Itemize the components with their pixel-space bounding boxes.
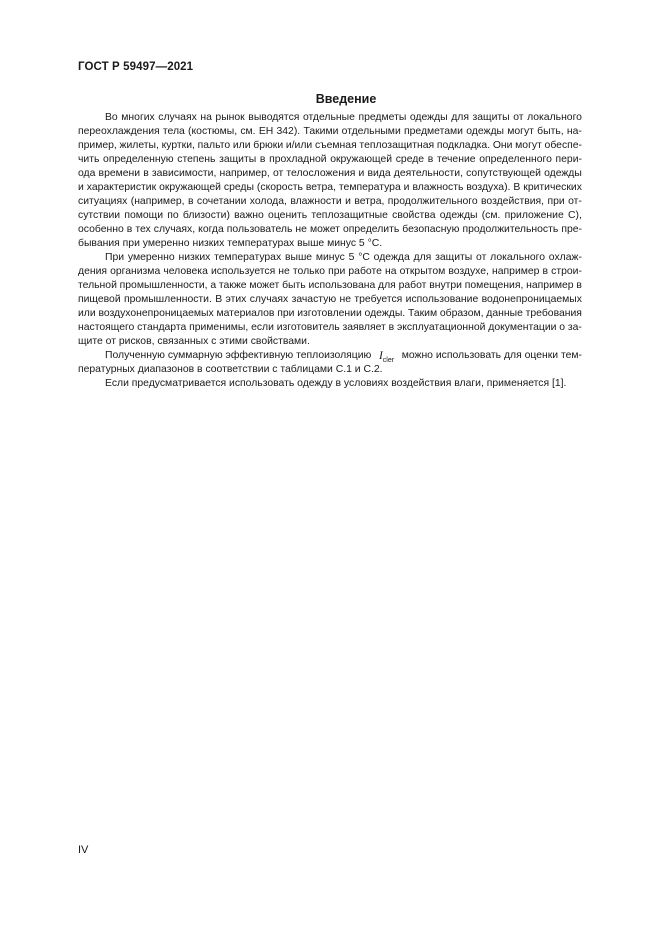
word: воздействия, [481,196,545,207]
word: и [358,168,365,179]
word: ода [78,168,96,179]
word: от [272,168,284,179]
word: применимы, [189,322,249,333]
word: стандарта [137,322,187,333]
word: или [78,308,96,319]
word: не [278,266,290,277]
word: на [384,266,397,277]
word: (скорость [256,182,303,193]
word: отдельные [302,112,355,123]
word: в [259,154,266,165]
word: для [413,252,432,263]
word: материалов [216,308,275,319]
word: чить [78,154,100,165]
word: заявляет [342,322,386,333]
word: промышленности. [124,294,212,305]
word: открытом [399,266,446,277]
word: сопутствующей [466,168,541,179]
word: использование [405,294,479,305]
word: одежды [466,126,504,137]
word: жилеты, [119,140,159,151]
word: телосложения [286,168,356,179]
word: защиты [435,252,473,263]
word: Во [105,112,118,123]
word: может [249,280,280,291]
text-line [78,153,582,167]
word: тела [162,126,185,137]
word: воздуха). [466,182,511,193]
word: при [547,196,565,207]
word: настоящего [78,322,135,333]
word: воздухе, [448,266,489,277]
word: также [218,280,247,291]
word: пользователь [226,224,293,235]
word: вида [367,168,391,179]
text-line [78,265,582,279]
word: ситуациях [78,196,128,207]
word: в [427,154,434,165]
text-line [78,181,582,195]
word: предметы [358,112,407,123]
word: Таким [407,308,438,319]
word: для [451,112,469,123]
word: может [309,224,340,235]
word: для [378,280,396,291]
word: деятельности, [393,168,463,179]
word: в [187,196,194,207]
word: С), [567,210,582,221]
word: водонепроницаемых [481,294,582,305]
word: о [559,322,566,333]
section-title-text: Введение [315,92,377,106]
word: умеренно [127,252,175,263]
word: защиты [472,112,510,123]
word: предметами [404,126,463,137]
word: локального [527,112,582,123]
word: степень [177,154,216,165]
word: пальто [197,140,231,151]
word: организма [110,266,161,277]
word: в [388,322,395,333]
word: прохладной [269,154,327,165]
word: подкладка. [436,140,491,151]
word: и/или [285,140,313,151]
word: съемная [314,140,357,151]
word: эксплуатационной [396,322,486,333]
word: работ [398,280,427,291]
text-line [78,223,582,237]
text-line: щите от рисков, связанных с этими свойствами. [78,336,310,347]
word: окружающей [330,154,393,165]
word: а [210,280,217,291]
word: выше [284,252,313,263]
word: сочетании [196,196,247,207]
word: этих [225,294,247,305]
word: охлаж- [548,252,582,263]
word: помещения, [464,280,524,291]
word: теплозащитная [359,140,435,151]
word: промышленности, [119,280,208,291]
word: температурах [214,252,282,263]
word: локального [490,252,545,263]
word: от [476,252,487,263]
word: защиты [219,154,257,165]
word: по [167,210,179,221]
text-line [78,279,582,293]
word: при [328,266,346,277]
word: от [513,112,524,123]
word: например [492,266,540,277]
word: или [232,140,251,151]
text-line [78,125,582,139]
word: быть [282,280,306,291]
word: ветра, [305,182,336,193]
word: от- [568,196,582,207]
word: отдельными [341,126,401,137]
word: брюки [253,140,284,151]
text-line [78,167,582,181]
word: использована [308,280,376,291]
word: близости) [182,210,230,221]
word: могут [515,140,542,151]
word: температура [338,182,401,193]
word: и [78,182,84,193]
word: документации [488,322,557,333]
text-line [78,195,582,209]
word: в [126,224,133,235]
text-line: бывания при умеренно низких температурах выше минус 5 °С. [78,238,383,249]
word: обеспе- [544,140,582,151]
word: определить [342,224,400,235]
word: тельной [78,280,117,291]
word: внутри [429,280,462,291]
word: влажности [290,196,342,207]
word: за- [567,322,582,333]
word: дения [78,266,108,277]
word: определенного [479,154,552,165]
word: используется [210,266,276,277]
word: оценить [268,210,308,221]
word: приложение [504,210,564,221]
text-line [78,293,582,307]
word: одежды [544,168,582,179]
word: течение [436,154,476,165]
word: и [403,182,410,193]
word: определенную [103,154,174,165]
word: только [292,266,326,277]
word: изготовитель [276,322,340,333]
word: в [143,168,149,179]
word: воздухонепроницаемых [98,308,214,319]
word: не [295,224,307,235]
word: образом, [439,308,484,319]
word: пери- [555,154,582,165]
word: если [251,322,274,333]
word: помощи [124,210,164,221]
text-line [78,321,582,335]
word: продолжительного [387,196,478,207]
word: на [200,112,212,123]
word: продолжительность [462,224,559,235]
page-number: IV [78,844,89,856]
word: При [105,252,125,263]
word: зачастую [291,294,337,305]
word: 5 [348,252,355,263]
word: ЕН [258,126,274,137]
word: Они [492,140,513,151]
text-line [78,139,582,153]
word: тех [135,224,151,235]
word: характеристик [86,182,157,193]
word: случаях, [153,224,196,235]
word: строи- [551,266,582,277]
word: холода, [249,196,287,207]
word: теплозащитные [311,210,388,221]
word: пре- [561,224,582,235]
word: зависимости, [151,168,217,179]
word: требуется [354,294,403,305]
word: одежды [439,210,478,221]
word: данные [486,308,523,319]
word: свойства [392,210,436,221]
text-line: Если предусматривается использовать одежду в условиях воздействия влаги, применяется [1]. [105,378,567,389]
word: не [339,294,352,305]
word: Такими [303,126,339,137]
word: В [513,182,521,193]
body-text [78,111,582,391]
word: °С [358,252,370,263]
word: одежды. [364,308,406,319]
word: низких [178,252,211,263]
word: быть, [537,126,564,137]
word: пример, [78,140,117,151]
text-line: пературных диапазонов в соответствии с таблицами С.1 и С.2. [78,364,383,375]
text-line [78,209,582,223]
thermal-insulation-symbol: $I_{cler}$ [378,350,395,364]
word: (костюмы, [188,126,238,137]
word: см. [240,126,256,137]
word: случаях [249,294,289,305]
word: одежды [409,112,448,123]
word: когда [198,224,224,235]
word: требования [525,308,582,319]
word: многих [121,112,155,123]
word: например, [219,168,270,179]
word: (см. [481,210,501,221]
text-line [78,111,582,125]
word: случаях [158,112,197,123]
word: минус [315,252,345,263]
word: в [542,266,549,277]
word: изготовлении [297,308,362,319]
word: влажность [412,182,464,193]
word: на- [566,126,582,137]
section-title [78,92,582,106]
word: при [277,308,295,319]
text-line [78,251,582,265]
standard-header: ГОСТ Р 59497—2021 [78,61,194,73]
word: важно [234,210,264,221]
word: выводятся [248,112,300,123]
word: человека [163,266,208,277]
word: В [215,294,223,305]
word: одежда [373,252,410,263]
word: особенно [78,224,124,235]
word: рынок [215,112,245,123]
word: куртки, [161,140,195,151]
word: (например, [130,196,185,207]
word: переохлаждения [78,126,160,137]
text-line [78,307,582,321]
word: работе [348,266,382,277]
word: в [576,280,582,291]
word: ветра, [354,196,385,207]
word: среды [223,182,254,193]
word: могут [507,126,534,137]
word: сутствии [78,210,121,221]
word: окружающей [159,182,221,193]
word: пищевой [78,294,121,305]
word: времени [98,168,141,179]
word: например [526,280,574,291]
word: безопасную [402,224,460,235]
word: 342). [276,126,301,137]
word: критических [523,182,582,193]
text-line: Полученную суммарную эффективную теплоизоляцию $I_{cler}$ можно использовать для оценки тем- [105,350,582,364]
word: и [345,196,351,207]
word: среде [395,154,425,165]
